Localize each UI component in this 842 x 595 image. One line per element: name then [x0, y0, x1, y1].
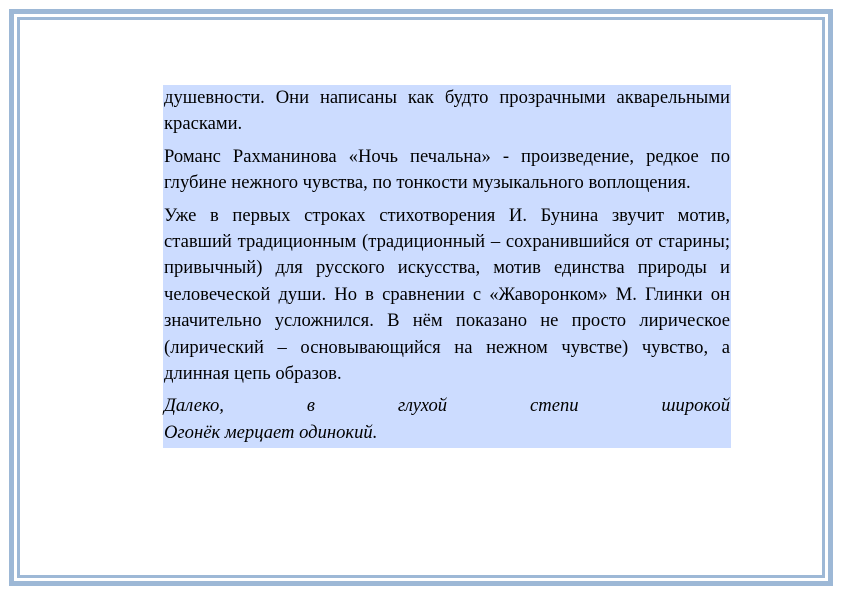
paragraph-1: душевности. Они написаны как будто прозрачными акварельными красками.	[164, 87, 730, 135]
poem-line-1: Далеко, в глухой степи широкой	[164, 395, 730, 417]
paragraph-3: Уже в первых строках стихотворения И. Бунина звучит мотив, ставший традиционным (традиционный – сохранившийся от старины; привычный) для русского искусства, мотив единства природы и человеческой души. Но в сравнении с «Жаворонком» М. Глинки он значительно усложнился. В нём показано не просто лирическое (лирический – основывающийся на нежном чувстве) чувство, а длинная цепь образов.	[164, 204, 730, 385]
poem-quote	[164, 393, 730, 446]
paragraph-2: Романс Рахманинова «Ночь печальна» - произведение, редкое по глубине нежного чувства, по тонкости музыкального воплощения.	[164, 145, 730, 194]
poem-line-2: Огонёк мерцает одинокий.	[164, 421, 378, 443]
text-block	[163, 85, 731, 448]
